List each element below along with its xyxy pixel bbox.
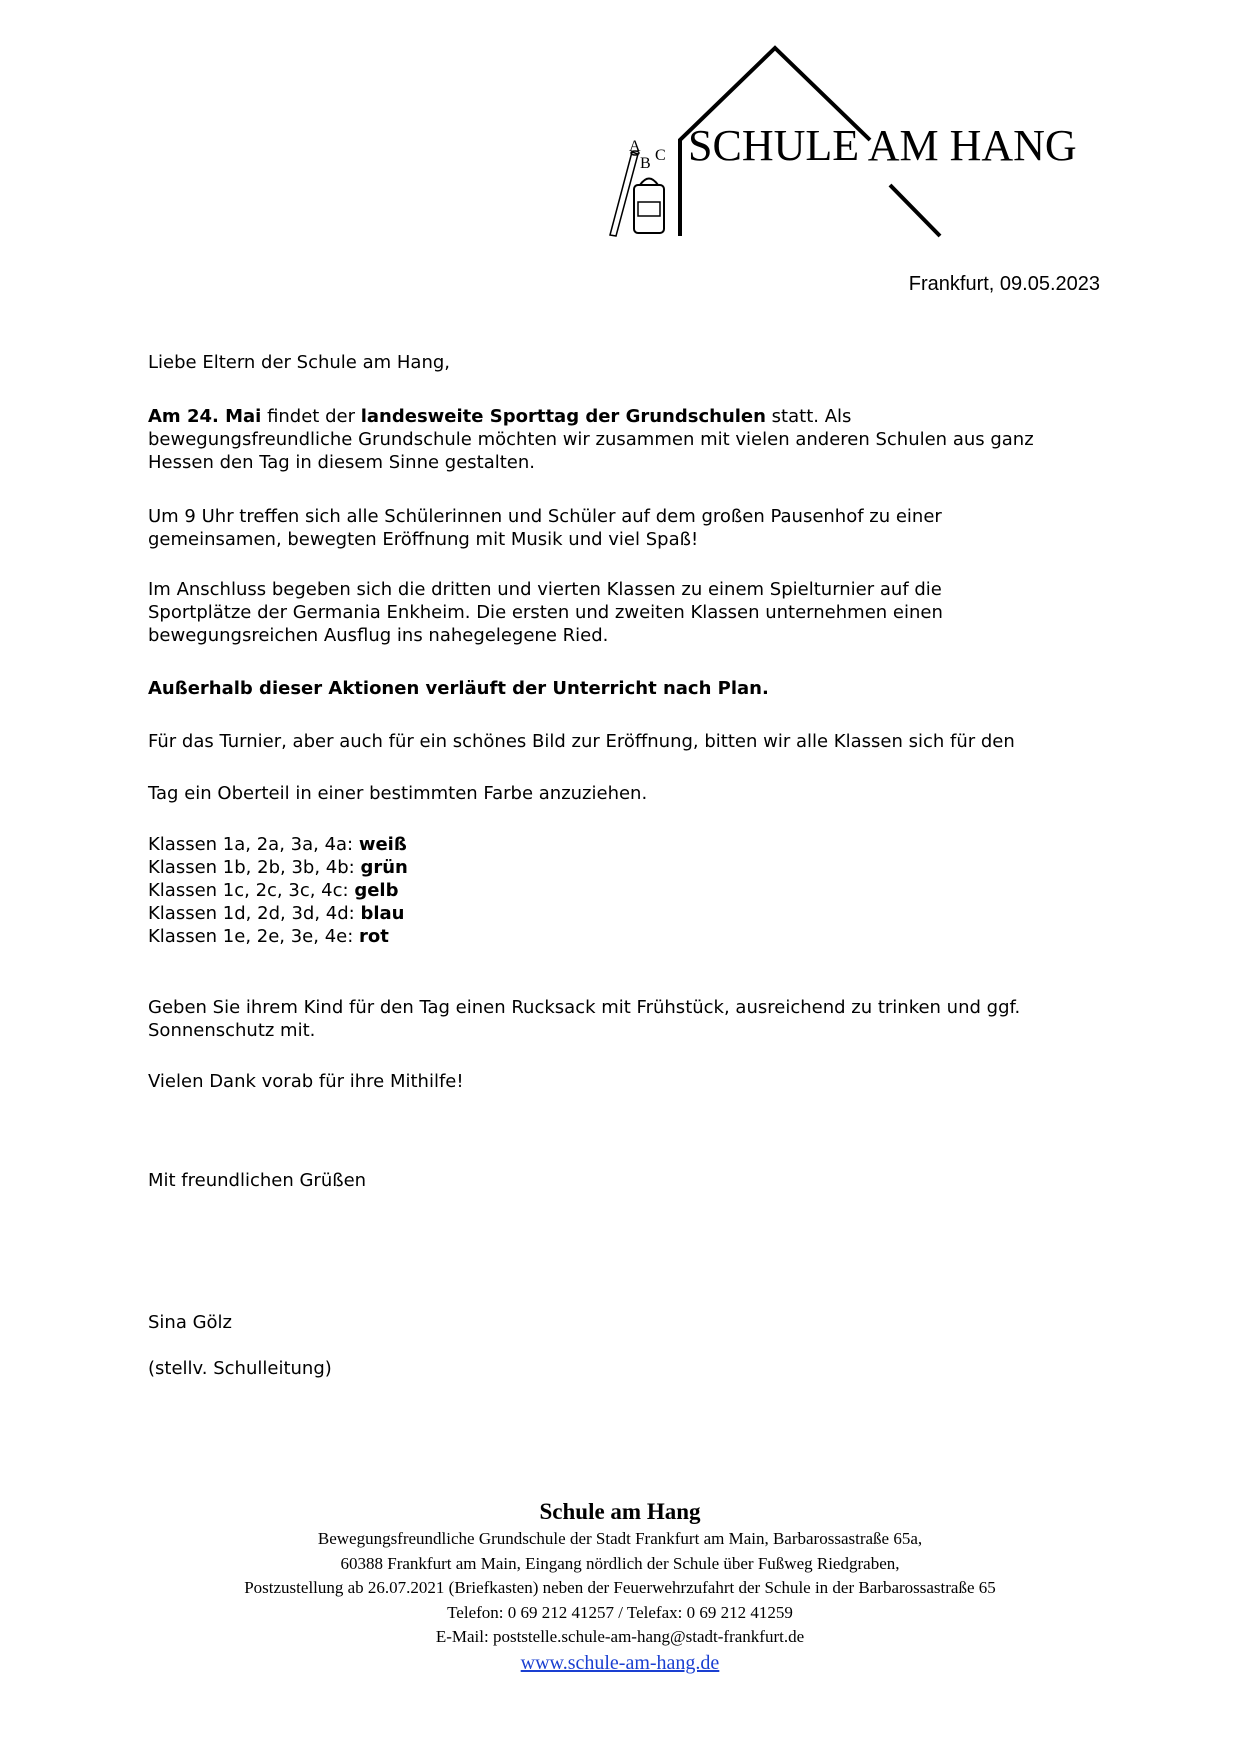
paragraph-3-line-3: bewegungsreichen Ausflug ins nahegelegene Ried. [148, 625, 609, 646]
closing [148, 1169, 1098, 1192]
school-logo [600, 40, 1100, 240]
class-row [148, 833, 1098, 856]
paragraph-2 [148, 505, 1098, 551]
schedule-note: Außerhalb dieser Aktionen verläuft der Unterricht nach Plan. [148, 678, 769, 699]
paragraph-7-line-1: Geben Sie ihrem Kind für den Tag einen Rucksack mit Frühstück, ausreichend zu trinken und ggf. [148, 997, 1021, 1018]
class-color: gelb [354, 880, 399, 901]
signer-name: Sina Gölz [148, 1312, 232, 1333]
paragraph-1-line-1 [148, 405, 1098, 428]
paragraph-4 [148, 677, 1098, 700]
closing-text: Mit freundlichen Grüßen [148, 1170, 367, 1191]
paragraph-6-text: Tag ein Oberteil in einer bestimmten Farbe anzuziehen. [148, 783, 648, 804]
class-label: Klassen 1b, 2b, 3b, 4b: [148, 857, 361, 878]
date-highlight: Am 24. Mai [148, 406, 262, 427]
paragraph-8 [148, 1070, 1098, 1093]
class-row [148, 925, 1098, 948]
paragraph-5-text: Für das Turnier, aber auch für ein schönes Bild zur Eröffnung, bitten wir alle Klassen sich für den [148, 731, 1015, 752]
class-label: Klassen 1c, 2c, 3c, 4c: [148, 880, 355, 901]
logo-school-name: SCHULE AM HANG [688, 121, 1077, 170]
logo-letter-c: C [655, 147, 666, 164]
class-row [148, 879, 1098, 902]
thanks-text: Vielen Dank vorab für ihre Mithilfe! [148, 1071, 464, 1092]
paragraph-2-line-2: gemeinsamen, bewegten Eröffnung mit Musik und viel Spaß! [148, 529, 699, 550]
class-row [148, 902, 1098, 925]
event-highlight: landesweite Sporttag der Grundschulen [360, 406, 766, 427]
salutation [148, 351, 1098, 374]
paragraph-1 [148, 405, 1098, 474]
salutation-text: Liebe Eltern der Schule am Hang, [148, 352, 451, 373]
footer-line: 60388 Frankfurt am Main, Eingang nördlich der Schule über Fußweg Riedgraben, [340, 1553, 900, 1573]
paragraph-1-line-2: bewegungsfreundliche Grundschule möchten wir zusammen mit vielen anderen Schulen aus ganz [148, 429, 1034, 450]
paragraph-3-line-1: Im Anschluss begeben sich die dritten und vierten Klassen zu einem Spielturnier auf die [148, 579, 942, 600]
paragraph-2-line-1: Um 9 Uhr treffen sich alle Schülerinnen und Schüler auf dem großen Pausenhof zu einer [148, 506, 942, 527]
letter-footer [0, 1497, 1240, 1676]
class-color-list [148, 833, 1098, 948]
paragraph-1-text-b: statt. Als [765, 406, 852, 427]
class-label: Klassen 1a, 2a, 3a, 4a: [148, 834, 359, 855]
paragraph-3 [148, 578, 1098, 647]
class-label: Klassen 1e, 2e, 3e, 4e: [148, 926, 360, 947]
signer [148, 1311, 1098, 1334]
class-color: blau [360, 903, 405, 924]
paragraph-1-line-3: Hessen den Tag in diesem Sinne gestalten. [148, 452, 535, 473]
signer-role-block [148, 1357, 1098, 1380]
footer-email: E-Mail: poststelle.schule-am-hang@stadt-frankfurt.de [435, 1627, 805, 1646]
school-logo-graphic [600, 40, 1100, 240]
class-color: rot [359, 926, 389, 947]
website-link[interactable]: www.schule-am-hang.de [520, 1651, 720, 1674]
footer-phone: Telefon: 0 69 212 41257 / Telefax: 0 69 212 41259 [447, 1602, 793, 1622]
paragraph-5 [148, 730, 1098, 753]
footer-title: Schule am Hang [539, 1499, 701, 1524]
logo-letter-a: A [629, 138, 641, 155]
class-label: Klassen 1d, 2d, 3d, 4d: [148, 903, 361, 924]
paragraph-7-line-2: Sonnenschutz mit. [148, 1020, 316, 1041]
footer-line: Postzustellung ab 26.07.2021 (Briefkasten) neben der Feuerwehrzufahrt der Schule in der Barbarossastraße 65 [244, 1578, 996, 1597]
class-color: weiß [358, 834, 407, 855]
paragraph-6 [148, 782, 1098, 805]
paragraph-1-text-a: findet der [261, 406, 361, 427]
paragraph-7 [148, 996, 1098, 1042]
footer-line: Bewegungsfreundliche Grundschule der Stadt Frankfurt am Main, Barbarossastraße 65a, [317, 1529, 923, 1548]
logo-letter-b: B [640, 155, 651, 172]
class-row [148, 856, 1098, 879]
letter-date: Frankfurt, 09.05.2023 [908, 273, 1100, 295]
class-color: grün [360, 857, 408, 878]
paragraph-3-line-2: Sportplätze der Germania Enkheim. Die ersten und zweiten Klassen unternehmen einen [148, 602, 943, 623]
signer-role: (stellv. Schulleitung) [148, 1358, 332, 1379]
